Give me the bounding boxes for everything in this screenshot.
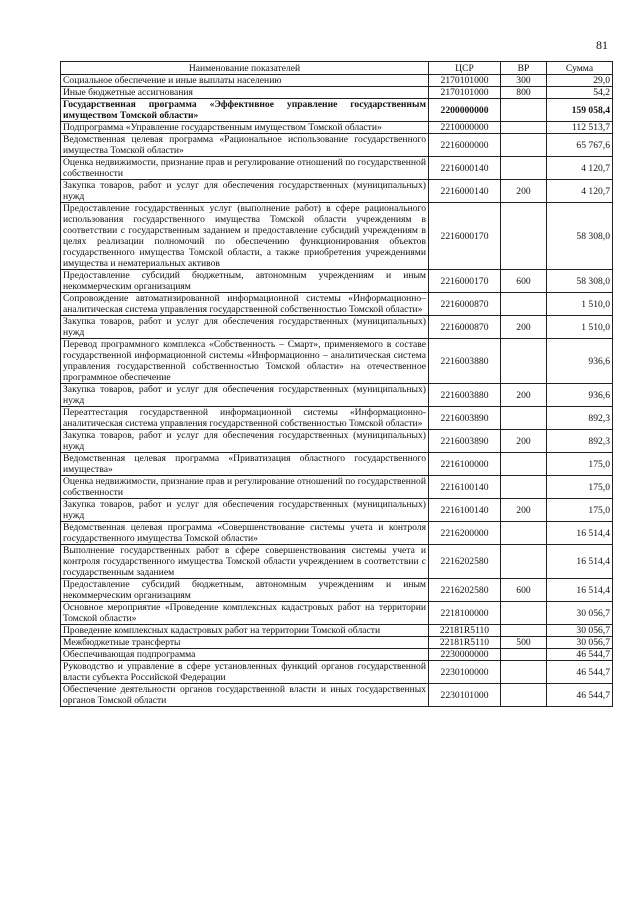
row-vr <box>501 661 547 684</box>
row-vr <box>501 522 547 545</box>
row-sum: 936,6 <box>547 384 613 407</box>
budget-table <box>60 61 613 707</box>
row-sum: 112 513,7 <box>547 122 613 134</box>
row-name: Ведомственная целевая программа «Совершенствование системы учета и контроля государственного имущества Томской области» <box>61 522 429 545</box>
row-csr: 2216003880 <box>429 339 501 384</box>
row-csr: 2200000000 <box>429 99 501 122</box>
row-csr: 2216003890 <box>429 430 501 453</box>
table-row <box>61 316 613 339</box>
row-csr: 22181R5110 <box>429 637 501 649</box>
row-name: Подпрограмма «Управление государственным имуществом Томской области» <box>61 122 429 134</box>
table-row <box>61 476 613 499</box>
table-row <box>61 87 613 99</box>
table-row <box>61 99 613 122</box>
row-sum: 46 544,7 <box>547 661 613 684</box>
table-row <box>61 430 613 453</box>
row-csr: 2216202580 <box>429 579 501 602</box>
header-csr: ЦСР <box>429 62 501 75</box>
table-row <box>61 157 613 180</box>
table-row <box>61 122 613 134</box>
table-row <box>61 625 613 637</box>
row-vr: 300 <box>501 75 547 87</box>
row-sum: 16 514,4 <box>547 545 613 579</box>
row-name: Переаттестация государственной информационной системы «Информационно-аналитическая система управления государственной собственностью Томской области» <box>61 407 429 430</box>
table-row <box>61 602 613 625</box>
row-csr: 2170101000 <box>429 87 501 99</box>
row-vr <box>501 684 547 707</box>
row-name: Ведомственная целевая программа «Приватизация областного государственного имущества» <box>61 453 429 476</box>
row-vr: 800 <box>501 87 547 99</box>
row-csr: 2216100000 <box>429 453 501 476</box>
row-vr: 200 <box>501 316 547 339</box>
table-row <box>61 293 613 316</box>
row-csr: 2216000000 <box>429 134 501 157</box>
row-sum: 4 120,7 <box>547 157 613 180</box>
row-csr: 2216202580 <box>429 545 501 579</box>
row-name: Оценка недвижимости, признание прав и регулирование отношений по государственной собственности <box>61 157 429 180</box>
row-name: Закупка товаров, работ и услуг для обеспечения государственных (муниципальных) нужд <box>61 384 429 407</box>
row-vr <box>501 625 547 637</box>
row-sum: 58 308,0 <box>547 203 613 270</box>
row-sum: 65 767,6 <box>547 134 613 157</box>
header-vr: ВР <box>501 62 547 75</box>
row-name: Обеспечивающая подпрограмма <box>61 649 429 661</box>
table-body <box>61 75 613 707</box>
table-row <box>61 661 613 684</box>
row-sum: 58 308,0 <box>547 270 613 293</box>
row-vr: 200 <box>501 499 547 522</box>
table-row <box>61 270 613 293</box>
row-sum: 1 510,0 <box>547 293 613 316</box>
row-csr: 2170101000 <box>429 75 501 87</box>
table-row <box>61 75 613 87</box>
row-vr: 200 <box>501 384 547 407</box>
row-sum: 54,2 <box>547 87 613 99</box>
row-csr: 2216000140 <box>429 157 501 180</box>
row-vr <box>501 157 547 180</box>
page-number: 81 <box>596 38 608 52</box>
table-row <box>61 637 613 649</box>
row-sum: 16 514,4 <box>547 522 613 545</box>
row-csr: 2216000870 <box>429 293 501 316</box>
row-sum: 892,3 <box>547 407 613 430</box>
row-name: Предоставление субсидий бюджетным, автономным учреждениям и иным некоммерческим организациям <box>61 579 429 602</box>
row-csr: 2216003890 <box>429 407 501 430</box>
row-vr: 500 <box>501 637 547 649</box>
row-csr: 2216000170 <box>429 203 501 270</box>
row-csr: 2218100000 <box>429 602 501 625</box>
row-name: Предоставление субсидий бюджетным, автономным учреждениям и иным некоммерческим организациям <box>61 270 429 293</box>
row-name: Государственная программа «Эффективное управление государственным имуществом Томской области» <box>61 99 429 122</box>
row-sum: 30 056,7 <box>547 602 613 625</box>
table-row <box>61 684 613 707</box>
row-csr: 2216003880 <box>429 384 501 407</box>
row-csr: 2216100140 <box>429 476 501 499</box>
row-sum: 46 544,7 <box>547 684 613 707</box>
row-vr: 600 <box>501 579 547 602</box>
row-vr <box>501 602 547 625</box>
row-csr: 2216200000 <box>429 522 501 545</box>
row-sum: 936,6 <box>547 339 613 384</box>
row-vr <box>501 99 547 122</box>
row-vr <box>501 476 547 499</box>
row-csr: 2230000000 <box>429 649 501 661</box>
row-csr: 2230101000 <box>429 684 501 707</box>
row-vr <box>501 122 547 134</box>
table-row <box>61 579 613 602</box>
table-row <box>61 545 613 579</box>
row-sum: 159 058,4 <box>547 99 613 122</box>
row-vr <box>501 649 547 661</box>
row-name: Руководство и управление в сфере установленных функций органов государственной власти субъекта Российской Федерации <box>61 661 429 684</box>
row-csr: 2216000140 <box>429 180 501 203</box>
row-sum: 175,0 <box>547 453 613 476</box>
row-name: Межбюджетные трансферты <box>61 637 429 649</box>
table-row <box>61 134 613 157</box>
row-csr: 2210000000 <box>429 122 501 134</box>
table-row <box>61 453 613 476</box>
row-name: Закупка товаров, работ и услуг для обеспечения государственных (муниципальных) нужд <box>61 180 429 203</box>
row-vr: 600 <box>501 270 547 293</box>
row-sum: 16 514,4 <box>547 579 613 602</box>
row-csr: 2230100000 <box>429 661 501 684</box>
row-vr <box>501 453 547 476</box>
row-name: Выполнение государственных работ в сфере совершенствования системы учета и контроля государственного имущества Томской области учреждением в соответствии с государственным заданием <box>61 545 429 579</box>
row-sum: 4 120,7 <box>547 180 613 203</box>
row-vr <box>501 339 547 384</box>
table-row <box>61 203 613 270</box>
row-sum: 46 544,7 <box>547 649 613 661</box>
row-name: Закупка товаров, работ и услуг для обеспечения государственных (муниципальных) нужд <box>61 316 429 339</box>
row-name: Проведение комплексных кадастровых работ на территории Томской области <box>61 625 429 637</box>
row-csr: 2216000170 <box>429 270 501 293</box>
row-sum: 892,3 <box>547 430 613 453</box>
row-name: Предоставление государственных услуг (выполнение работ) в сфере рационального использования государственного имущества Томской области учреждениям в соответствии с государственным заданием и предоставление субсидий учреждениям в целях реализации полномочий по обеспечению функционирования объектов государственного имущества Томской области, а также приобретения учреждениями имущества и нематериальных активов <box>61 203 429 270</box>
row-name: Перевод программного комплекса «Собственность – Смарт», применяемого в составе государственной информационной системы «Информационно – аналитическая система управления государственной собственностью Томской области» на отечественное программное обеспечение <box>61 339 429 384</box>
table-row <box>61 180 613 203</box>
table-row <box>61 384 613 407</box>
row-vr <box>501 203 547 270</box>
row-name: Обеспечение деятельности органов государственной власти и иных государственных органов Томской области <box>61 684 429 707</box>
row-vr: 200 <box>501 180 547 203</box>
row-sum: 175,0 <box>547 476 613 499</box>
row-name: Социальное обеспечение и иные выплаты населению <box>61 75 429 87</box>
row-name: Закупка товаров, работ и услуг для обеспечения государственных (муниципальных) нужд <box>61 430 429 453</box>
row-vr: 200 <box>501 430 547 453</box>
row-name: Закупка товаров, работ и услуг для обеспечения государственных (муниципальных) нужд <box>61 499 429 522</box>
row-name: Ведомственная целевая программа «Рациональное использование государственного имущества Томской области» <box>61 134 429 157</box>
table-row <box>61 339 613 384</box>
row-name: Иные бюджетные ассигнования <box>61 87 429 99</box>
header-sum: Сумма <box>547 62 613 75</box>
table-row <box>61 522 613 545</box>
row-csr: 22181R5110 <box>429 625 501 637</box>
row-vr <box>501 545 547 579</box>
header-name: Наименование показателей <box>61 62 429 75</box>
row-csr: 2216000870 <box>429 316 501 339</box>
row-sum: 29,0 <box>547 75 613 87</box>
table-row <box>61 499 613 522</box>
row-name: Оценка недвижимости, признание прав и регулирование отношений по государственной собственности <box>61 476 429 499</box>
row-sum: 1 510,0 <box>547 316 613 339</box>
row-sum: 175,0 <box>547 499 613 522</box>
row-vr <box>501 134 547 157</box>
row-sum: 30 056,7 <box>547 625 613 637</box>
row-vr <box>501 407 547 430</box>
row-sum: 30 056,7 <box>547 637 613 649</box>
row-name: Сопровождение автоматизированной информационной системы «Информационно–аналитическая система управления государственной собственностью Томской области» <box>61 293 429 316</box>
table-row <box>61 649 613 661</box>
row-csr: 2216100140 <box>429 499 501 522</box>
row-name: Основное мероприятие «Проведение комплексных кадастровых работ на территории Томской области» <box>61 602 429 625</box>
table-header-row <box>61 62 613 75</box>
table-row <box>61 407 613 430</box>
row-vr <box>501 293 547 316</box>
